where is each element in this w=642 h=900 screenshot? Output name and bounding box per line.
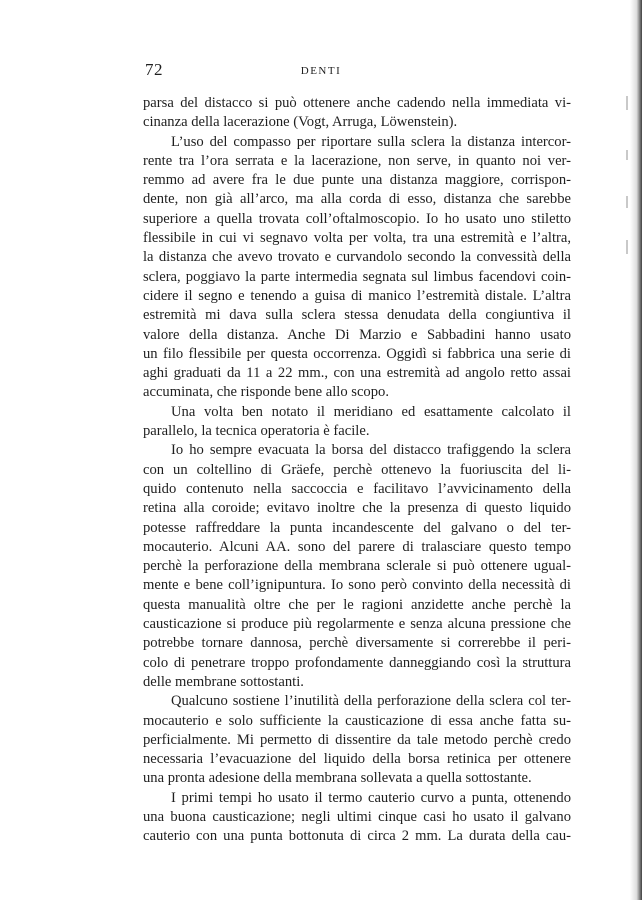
text-line: con un coltellino di Gräefe, perchè ottenevo la fuoriuscita del li- [143,461,571,478]
body-text [143,94,571,847]
text-line: questa manualità oltre che per le ragioni anzidette anche perchè la [143,596,571,613]
bleed-through-mark [626,96,628,110]
text-line: parallelo, la tecnica operatoria è facile. [143,423,370,440]
text-line: la distanza che avevo trovato e curvandolo secondo la convessità della [143,249,571,266]
text-line: aghi graduati da 11 a 22 mm., con una estremità ad angolo retto assai [143,365,571,382]
text-line: una pronta adesione della membrana sollevata a quella sottostante. [143,770,532,787]
text-line: accuminata, che risponde bene allo scopo. [143,384,389,401]
text-line: un filo flessibile per questa occorrenza. Oggidì si fabbrica una serie di [143,345,571,362]
text-line: valore della distanza. Anche Di Marzio e Sabbadini hanno usato [143,326,571,343]
text-line: retina alla coroide; evitavo inoltre che la presenza di questo liquido [143,500,571,517]
bleed-through-mark [626,196,628,208]
text-line: cinanza della lacerazione (Vogt, Arruga, Löwenstein). [143,114,458,131]
text-line: mente e bene coll’ignipuntura. Io sono però convinto della necessità di [143,577,571,594]
page-edge-shadow [630,0,642,900]
text-line: mocauterio e solo sufficiente la causticazione di essa anche fatta su- [143,712,571,729]
text-line: potrebbe tornare dannosa, perchè diversamente si correrebbe il peri- [143,635,571,652]
text-line: Io ho sempre evacuata la borsa del distacco trafiggendo la sclera [171,442,571,459]
text-line: delle membrane sottostanti. [143,673,304,690]
text-line: cidere il segno e tenendo a guisa di manico l’estremità distale. L’altra [143,287,571,304]
text-line: Una volta ben notato il meridiano ed esattamente calcolato il [171,403,571,420]
text-line: una buona causticazione; negli ultimi cinque casi ho usato il galvano [143,808,571,825]
page-number: 72 [145,60,163,79]
text-line: quido contenuto nella saccoccia e facilitavo l’avvicinamento della [143,480,571,497]
text-line: colo di penetrare troppo profondamente danneggiando così la struttura [143,654,571,671]
text-line: remmo ad avere fra le due punte una distanza maggiore, corrispon- [143,172,571,189]
text-line: I primi tempi ho usato il termo cauterio curvo a punta, ottenendo [171,789,571,806]
text-line: causticazione si produce più regolarmente e senza alcuna pressione che [143,616,571,633]
text-line: parsa del distacco si può ottenere anche cadendo nella immediata vi- [143,95,571,111]
text-line: dente, non già all’arco, ma alla corda di esso, distanza che sarebbe [143,191,571,208]
text-line: perchè la perforazione della membrana sclerale si può ottenere ugual- [143,558,571,575]
text-line: cauterio con una punta bottonuta di circa 2 mm. La durata della cau- [143,828,571,845]
text-line: Qualcuno sostiene l’inutilità della perforazione della sclera col ter- [171,693,571,710]
bleed-through-mark [626,150,628,160]
bleed-through-mark [626,240,628,254]
text-line: sclera, poggiavo la parte intermedia segnata sul limbus facendovi coin- [143,268,571,285]
text-line: mocauterio. Alcuni AA. sono del parere di tralasciare questo tempo [143,538,571,555]
text-line: L’uso del compasso per riportare sulla sclera la distanza intercor- [171,133,571,150]
text-line: necessaria l’evacuazione del liquido della borsa retinica per ottenere [143,751,571,768]
text-line: flessibile in cui vi segnavo volta per volta, tra una estremità e l’altra, [143,230,571,247]
text-line: estremità mi dava sulla sclera stessa denudata della congiuntiva il [143,307,571,324]
text-line: superiore a quella trovata coll’oftalmoscopio. Io ho usato uno stiletto [143,210,571,227]
text-line: rente tra l’ora serrata e la lacerazione, non serve, in quanto noi ver- [143,152,571,169]
running-head: DENTI [300,65,342,77]
text-line: perficialmente. Mi permetto di dissentire da tale metodo perchè credo [143,731,571,748]
text-line: potesse raffreddare la punta incandescente del galvano o del ter- [143,519,571,536]
